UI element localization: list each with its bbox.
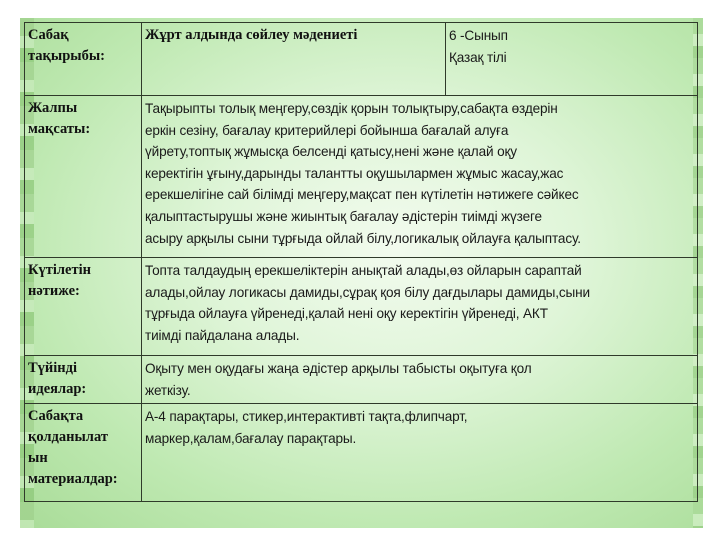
text-line: Топта талдаудың ерекшеліктерін анықтай алады,өз ойларын сараптай	[145, 263, 582, 278]
table-row-goals	[25, 96, 698, 258]
label-line: тақырыбы:	[28, 48, 106, 64]
text-line: Тақырыпты толық меңгеру,сөздік қорын толықтыру,сабақта өздерін	[145, 101, 558, 116]
text-line: керектігін ұғыну,дарынды талантты оқушылармен жұмыс жасау,жас	[145, 165, 564, 181]
text-line: үйрету,топтық жұмысқа белсенді қатысу,нені және қалай оқу	[145, 144, 517, 160]
topic-cell	[142, 23, 446, 96]
content-cell	[142, 356, 698, 404]
label-cell	[25, 404, 142, 502]
label-line: нәтиже:	[28, 283, 80, 299]
label-line: Жалпы	[28, 100, 78, 116]
table-row-materials	[25, 404, 698, 502]
text-line: алады,ойлау логикасы дамиды,сұрақ қоя білу дағдылары дамиды,сыни	[145, 284, 590, 300]
label-line: ын	[28, 450, 48, 467]
text-line: жеткізу.	[145, 382, 191, 398]
label-line: Сабақта	[28, 408, 84, 425]
subject: Қазақ тілі	[449, 49, 507, 65]
content-cell	[142, 258, 698, 356]
text-line: қалыптастырушы және жиынтық бағалау әдістерін тиімді жүзеге	[145, 208, 542, 224]
label-line: Күтілетін	[28, 262, 91, 278]
content-cell	[142, 96, 698, 258]
label-cell	[25, 356, 142, 404]
text-line: еркін сезіну, бағалау критерийлері бойынша бағалай алуға	[145, 122, 509, 138]
lesson-topic: Жұрт алдында сөйлеу мәдениеті	[145, 27, 358, 43]
label-line: Түйінді	[28, 360, 78, 376]
table-row-key-ideas	[25, 356, 698, 404]
label-line: материалдар:	[28, 471, 118, 488]
text-line: тұрғыда ойлауға үйренеді,қалай нені оқу керектігін үйренеді, АКТ	[145, 306, 548, 322]
grade: 6 -Сынып	[449, 28, 508, 43]
table-row-expected-result	[25, 258, 698, 356]
text-line: тиімді пайдалана алады.	[145, 327, 300, 343]
label-cell	[25, 23, 142, 96]
text-line: ерекшелігіне сай білімді меңгеру,мақсат пен күтілетін нәтижеге сәйкес	[145, 187, 579, 203]
table-row-topic	[25, 23, 698, 96]
text-line: Оқыту мен оқудағы жаңа әдістер арқылы табысты оқытуға қол	[145, 361, 532, 376]
text-line: А-4 парақтары, стикер,интерактивті тақта,флипчарт,	[145, 409, 468, 425]
text-line: маркер,қалам,бағалау парақтары.	[145, 430, 357, 446]
label-line: идеялар:	[28, 381, 87, 397]
lesson-plan-table	[24, 22, 698, 502]
content-cell	[142, 404, 698, 502]
text-line: асыру арқылы сыни тұрғыда ойлай білу,логикалық ойлауға қалыптасу.	[145, 230, 581, 246]
label-line: Сабақ	[28, 27, 69, 43]
label-line: қолданылат	[28, 429, 108, 446]
label-cell	[25, 258, 142, 356]
label-line: мақсаты:	[28, 121, 91, 137]
slide	[20, 18, 703, 528]
grade-subject-cell	[446, 23, 698, 96]
label-cell	[25, 96, 142, 258]
